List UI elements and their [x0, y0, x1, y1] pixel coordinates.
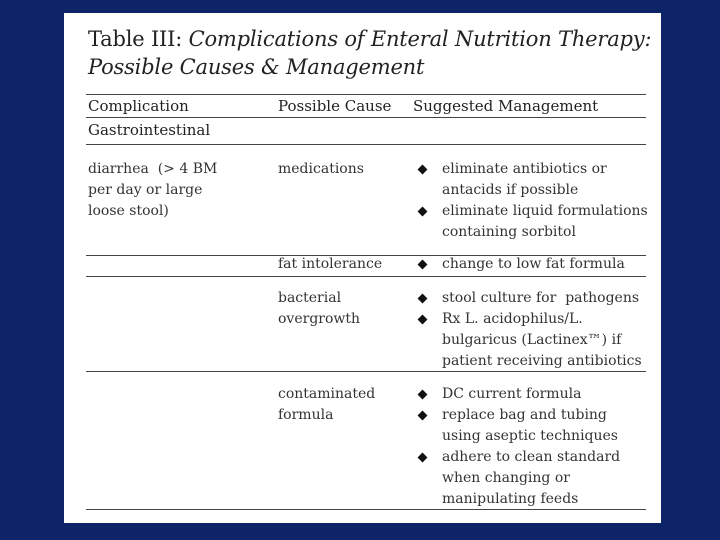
row-3-management-2: adhere to clean standard when changing or manipulating feeds: [442, 449, 621, 507]
row-rule: [86, 371, 646, 372]
diamond-bullet-icon: [418, 411, 428, 421]
header-cause: Possible Cause: [278, 97, 392, 115]
diamond-bullet-icon: [418, 294, 428, 304]
row-1-cause: fat intolerance: [278, 256, 383, 272]
title-line1: Complications of Enteral Nutrition Therapy:: [188, 27, 652, 51]
row-1-management-0: change to low fat formula: [442, 256, 625, 272]
diamond-bullet-icon: [418, 390, 428, 400]
row-3-management-1: replace bag and tubing using aseptic techniques: [442, 407, 618, 444]
row-0-management-1: eliminate liquid formulations containing sorbitol: [442, 203, 648, 240]
diamond-bullet-icon: [418, 315, 428, 325]
header-complication: Complication: [88, 97, 189, 115]
diamond-bullet-icon: [418, 453, 428, 463]
row-rule: [86, 276, 646, 277]
slide: [64, 13, 661, 523]
diamond-bullet-icon: [418, 165, 428, 175]
table-title: [88, 25, 651, 81]
table-bottom-rule: [86, 509, 646, 510]
diamond-bullet-icon: [418, 207, 428, 217]
row-2-management-0: stool culture for pathogens: [442, 290, 640, 306]
row-2-cause: bacterial overgrowth: [278, 290, 361, 327]
row-3-management-0: DC current formula: [442, 386, 582, 402]
header-bottom-rule: [86, 117, 646, 118]
row-2-management-1: Rx L. acidophilus/L. bulgaricus (Lactinex™) if patient receiving antibiotics: [442, 311, 642, 369]
row-0-complication: diarrhea (> 4 BM per day or large loose stool): [88, 161, 218, 219]
row-3-cause: contaminated formula: [278, 386, 376, 423]
title-prefix: Table III:: [88, 27, 189, 51]
header-top-rule: [86, 94, 646, 95]
section-gastrointestinal: Gastrointestinal: [88, 121, 211, 139]
row-0-cause: medications: [278, 161, 364, 177]
title-line2: Possible Causes & Management: [88, 55, 425, 79]
section-rule: [86, 144, 646, 145]
row-0-management-0: eliminate antibiotics or antacids if possible: [442, 161, 607, 198]
header-management: Suggested Management: [413, 97, 599, 115]
diamond-bullet-icon: [418, 260, 428, 270]
